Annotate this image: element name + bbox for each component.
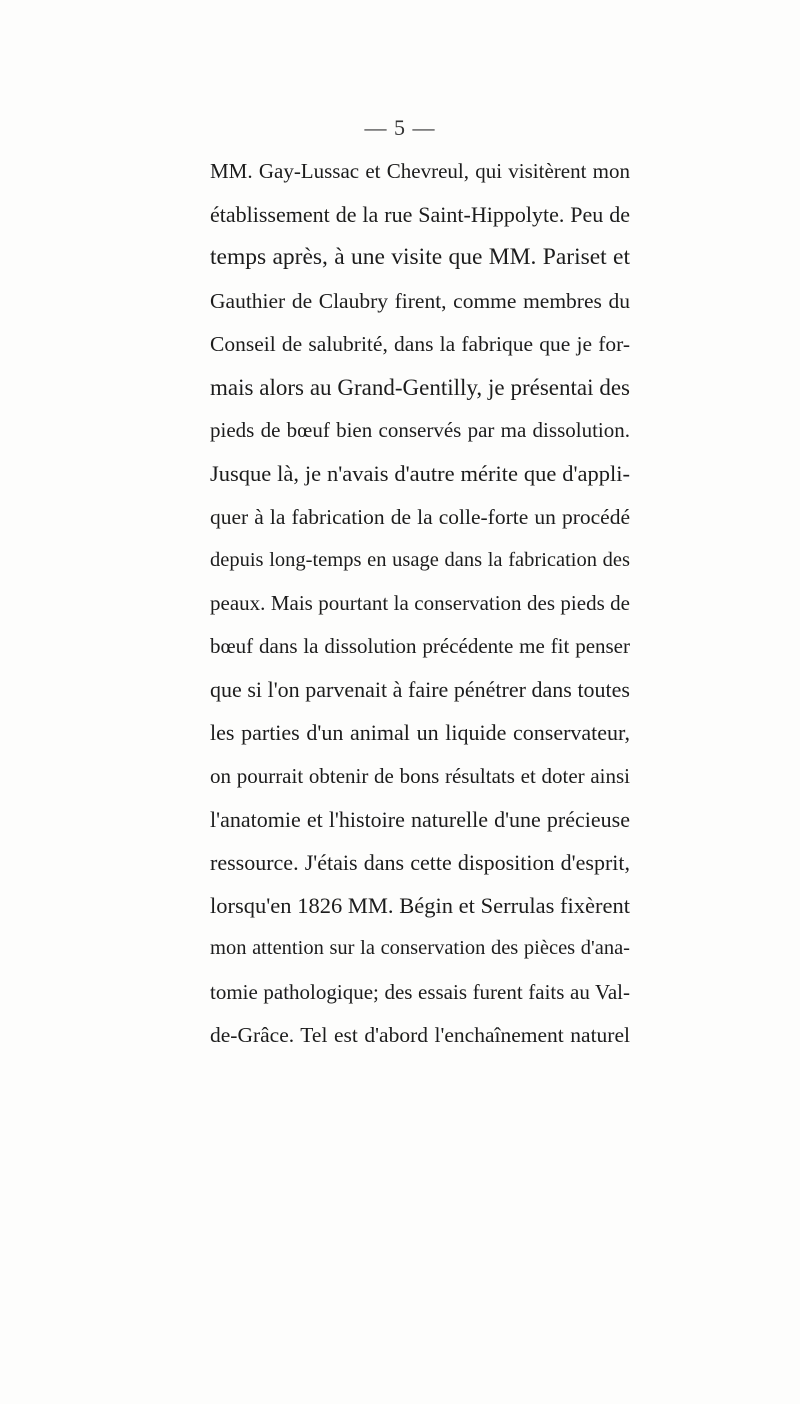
page-number: — 5 — xyxy=(364,115,436,140)
text-line: lorsqu'en 1826 MM. Bégin et Serrulas fixèrent xyxy=(210,893,630,919)
text-line: de-Grâce. Tel est d'abord l'enchaînement naturel xyxy=(210,1022,630,1047)
text-line: quer à la fabrication de la colle-forte un procédé xyxy=(210,504,630,529)
text-line: que si l'on parvenait à faire pénétrer dans toutes xyxy=(210,677,630,703)
text-line: l'anatomie et l'histoire naturelle d'une précieuse xyxy=(210,806,630,832)
text-line: ressource. J'étais dans cette disposition d'esprit, xyxy=(210,850,630,875)
body-text xyxy=(210,150,630,1057)
text-line: pieds de bœuf bien conservés par ma dissolution. xyxy=(210,418,630,443)
text-line: MM. Gay-Lussac et Chevreul, qui visitèrent mon xyxy=(210,159,630,183)
text-line: mon attention sur la conservation des pièces d'ana- xyxy=(210,937,630,960)
text-line: mais alors au Grand-Gentilly, je présentai des xyxy=(210,374,630,400)
text-line: établissement de la rue Saint-Hippolyte. Peu de xyxy=(210,202,630,228)
text-line: on pourrait obtenir de bons résultats et doter ainsi xyxy=(210,763,630,788)
text-line: tomie pathologique; des essais furent faits au Val- xyxy=(210,979,630,1004)
text-line: depuis long-temps en usage dans la fabrication des xyxy=(210,548,630,571)
text-line: bœuf dans la dissolution précédente me fit penser xyxy=(210,634,630,659)
text-line: temps après, à une visite que MM. Pariset et xyxy=(210,244,630,271)
text-line: Conseil de salubrité, dans la fabrique que je for- xyxy=(210,331,630,356)
text-line: peaux. Mais pourtant la conservation des pieds de xyxy=(210,590,630,615)
text-line: les parties d'un animal un liquide conservateur, xyxy=(210,720,630,746)
text-line: Jusque là, je n'avais d'autre mérite que d'appli- xyxy=(210,461,630,487)
text-line: Gauthier de Claubry firent, comme membres du xyxy=(210,288,630,313)
